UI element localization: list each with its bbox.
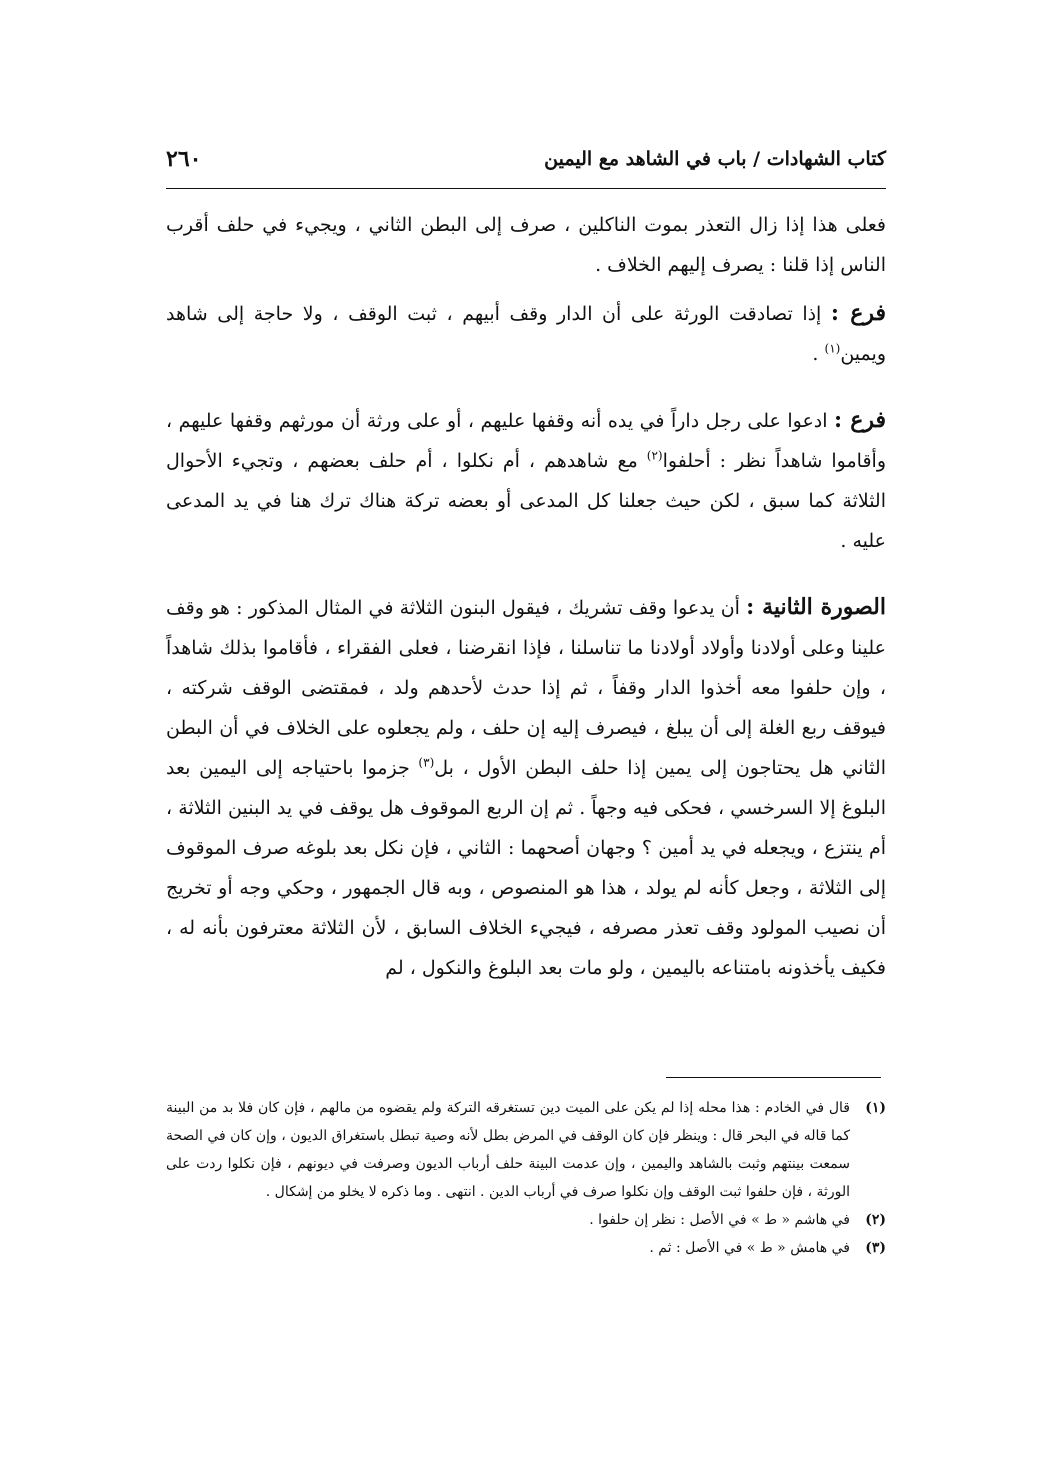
paragraph-1 <box>166 205 886 285</box>
paragraph-3 <box>166 400 886 561</box>
paragraph-4-lead: الصورة الثانية : <box>746 594 887 620</box>
paragraph-2 <box>166 293 886 374</box>
footnote-2-text: في هاشم « ط » في الأصل : نظر إن حلفوا . <box>589 1212 850 1228</box>
running-header <box>166 142 886 186</box>
paragraph-3-text-a: ادعوا على رجل داراً في يده أنه وقفها عليهم ، أو على ورثة أن مورثهم وقفها عليهم ، وأقاموا شاهداً نظر : أحلفوا <box>166 410 887 472</box>
main-text <box>166 205 886 988</box>
paragraph-4-text-a: أن يدعوا وقف تشريك ، فيقول البنون الثلاثة في المثال المذكور : هو وقف علينا وعلى أولادنا وأولاد أولادنا ما تناسلنا ، فإذا انقرضنا ، فعلى الفقراء ، فأقاموا بذلك شاهداً ، وإن حلفوا معه أخذوا الدار وقفاً ، ثم إذا حدث لأحدهم ولد ، فمقتضى الوقف شركته ، فيوقف ربع الغلة إلى أن يبلغ ، فيصرف إليه إن حلف ، ولم يجعلوه على الخلاف في أن البطن الثاني هل يحتاجون إلى يمين إذا حلف البطن الأول ، بل <box>166 597 886 779</box>
footnote-ref-3[interactable]: (٣) <box>418 755 435 770</box>
footnote-1-number: (١) <box>865 1100 886 1116</box>
paragraph-4-text-b: جزموا باحتياجه إلى اليمين بعد البلوغ إلا السرخسي ، فحكى فيه وجهاً . ثم إن الربع الموقوف هل يوقف في يد البنين الثلاثة ، أم ينتزع ، ويجعله في يد أمين ؟ وجهان أصحهما : الثاني ، فإن نكل بعد بلوغه صرف الموقوف إلى الثلاثة ، وجعل كأنه لم يولد ، هذا هو المنصوص ، وبه قال الجمهور ، وحكي وجه أو تخريج أن نصيب المولود وقف تعذر مصرفه ، فيجيء الخلاف السابق ، لأن الثلاثة معترفون بأنه له ، فكيف يأخذونه بامتناعه باليمين ، ولو مات بعد البلوغ والنكول ، لم <box>166 757 886 979</box>
footnote-ref-1[interactable]: (١) <box>824 341 841 356</box>
footnotes <box>166 1094 886 1262</box>
paragraph-3-lead: فرع : <box>834 407 886 433</box>
chapter-title: كتاب الشهادات / باب في الشاهد مع اليمين <box>544 148 886 170</box>
paragraph-2-text-b: . <box>812 343 825 365</box>
footnote-2 <box>166 1206 886 1234</box>
paragraph-1-text: فعلى هذا إذا زال التعذر بموت الناكلين ، صرف إلى البطن الثاني ، ويجيء في حلف أقرب الناس إذا قلنا : يصرف إليهم الخلاف . <box>166 214 886 276</box>
footnote-3 <box>166 1234 886 1262</box>
page-number: ٢٦٠ <box>166 146 202 172</box>
footnote-ref-2[interactable]: (٢) <box>646 448 663 463</box>
paragraph-2-lead: فرع : <box>830 300 886 326</box>
footnote-1 <box>166 1094 886 1206</box>
paragraph-4 <box>166 587 886 988</box>
paragraph-2-text-a: إذا تصادقت الورثة على أن الدار وقف أبيهم ، ثبت الوقف ، ولا حاجة إلى شاهد ويمين <box>166 303 886 365</box>
footnote-divider <box>666 1077 881 1078</box>
paragraph-3-text-b: مع شاهدهم ، أم نكلوا ، أم حلف بعضهم ، وتجيء الأحوال الثلاثة كما سبق ، لكن حيث جعلنا كل المدعى أو بعضه تركة هناك ترك هنا في يد المدعى عليه . <box>166 450 886 552</box>
footnote-3-number: (٣) <box>865 1240 886 1256</box>
header-divider <box>166 188 886 189</box>
footnote-2-number: (٢) <box>865 1212 886 1228</box>
footnote-1-text: قال في الخادم : هذا محله إذا لم يكن على الميت دين تستغرقه التركة ولم يقضوه من مالهم ، فإن كان فلا بد من البينة كما قاله في البحر قال : وينظر فإن كان الوقف في المرض بطل لأنه وصية تبطل باستغراق الديون ، وإن كان في الصحة سمعت بينتهم وثبت بالشاهد واليمين ، وإن عدمت البينة حلف أرباب الديون وصرفت في ديونهم ، فإن نكلوا ردت على الورثة ، فإن حلفوا ثبت الوقف وإن نكلوا صرف في أرباب الدين . انتهى . وما ذكره لا يخلو من إشكال . <box>166 1100 850 1200</box>
footnote-3-text: في هامش « ط » في الأصل : ثم . <box>649 1240 850 1256</box>
